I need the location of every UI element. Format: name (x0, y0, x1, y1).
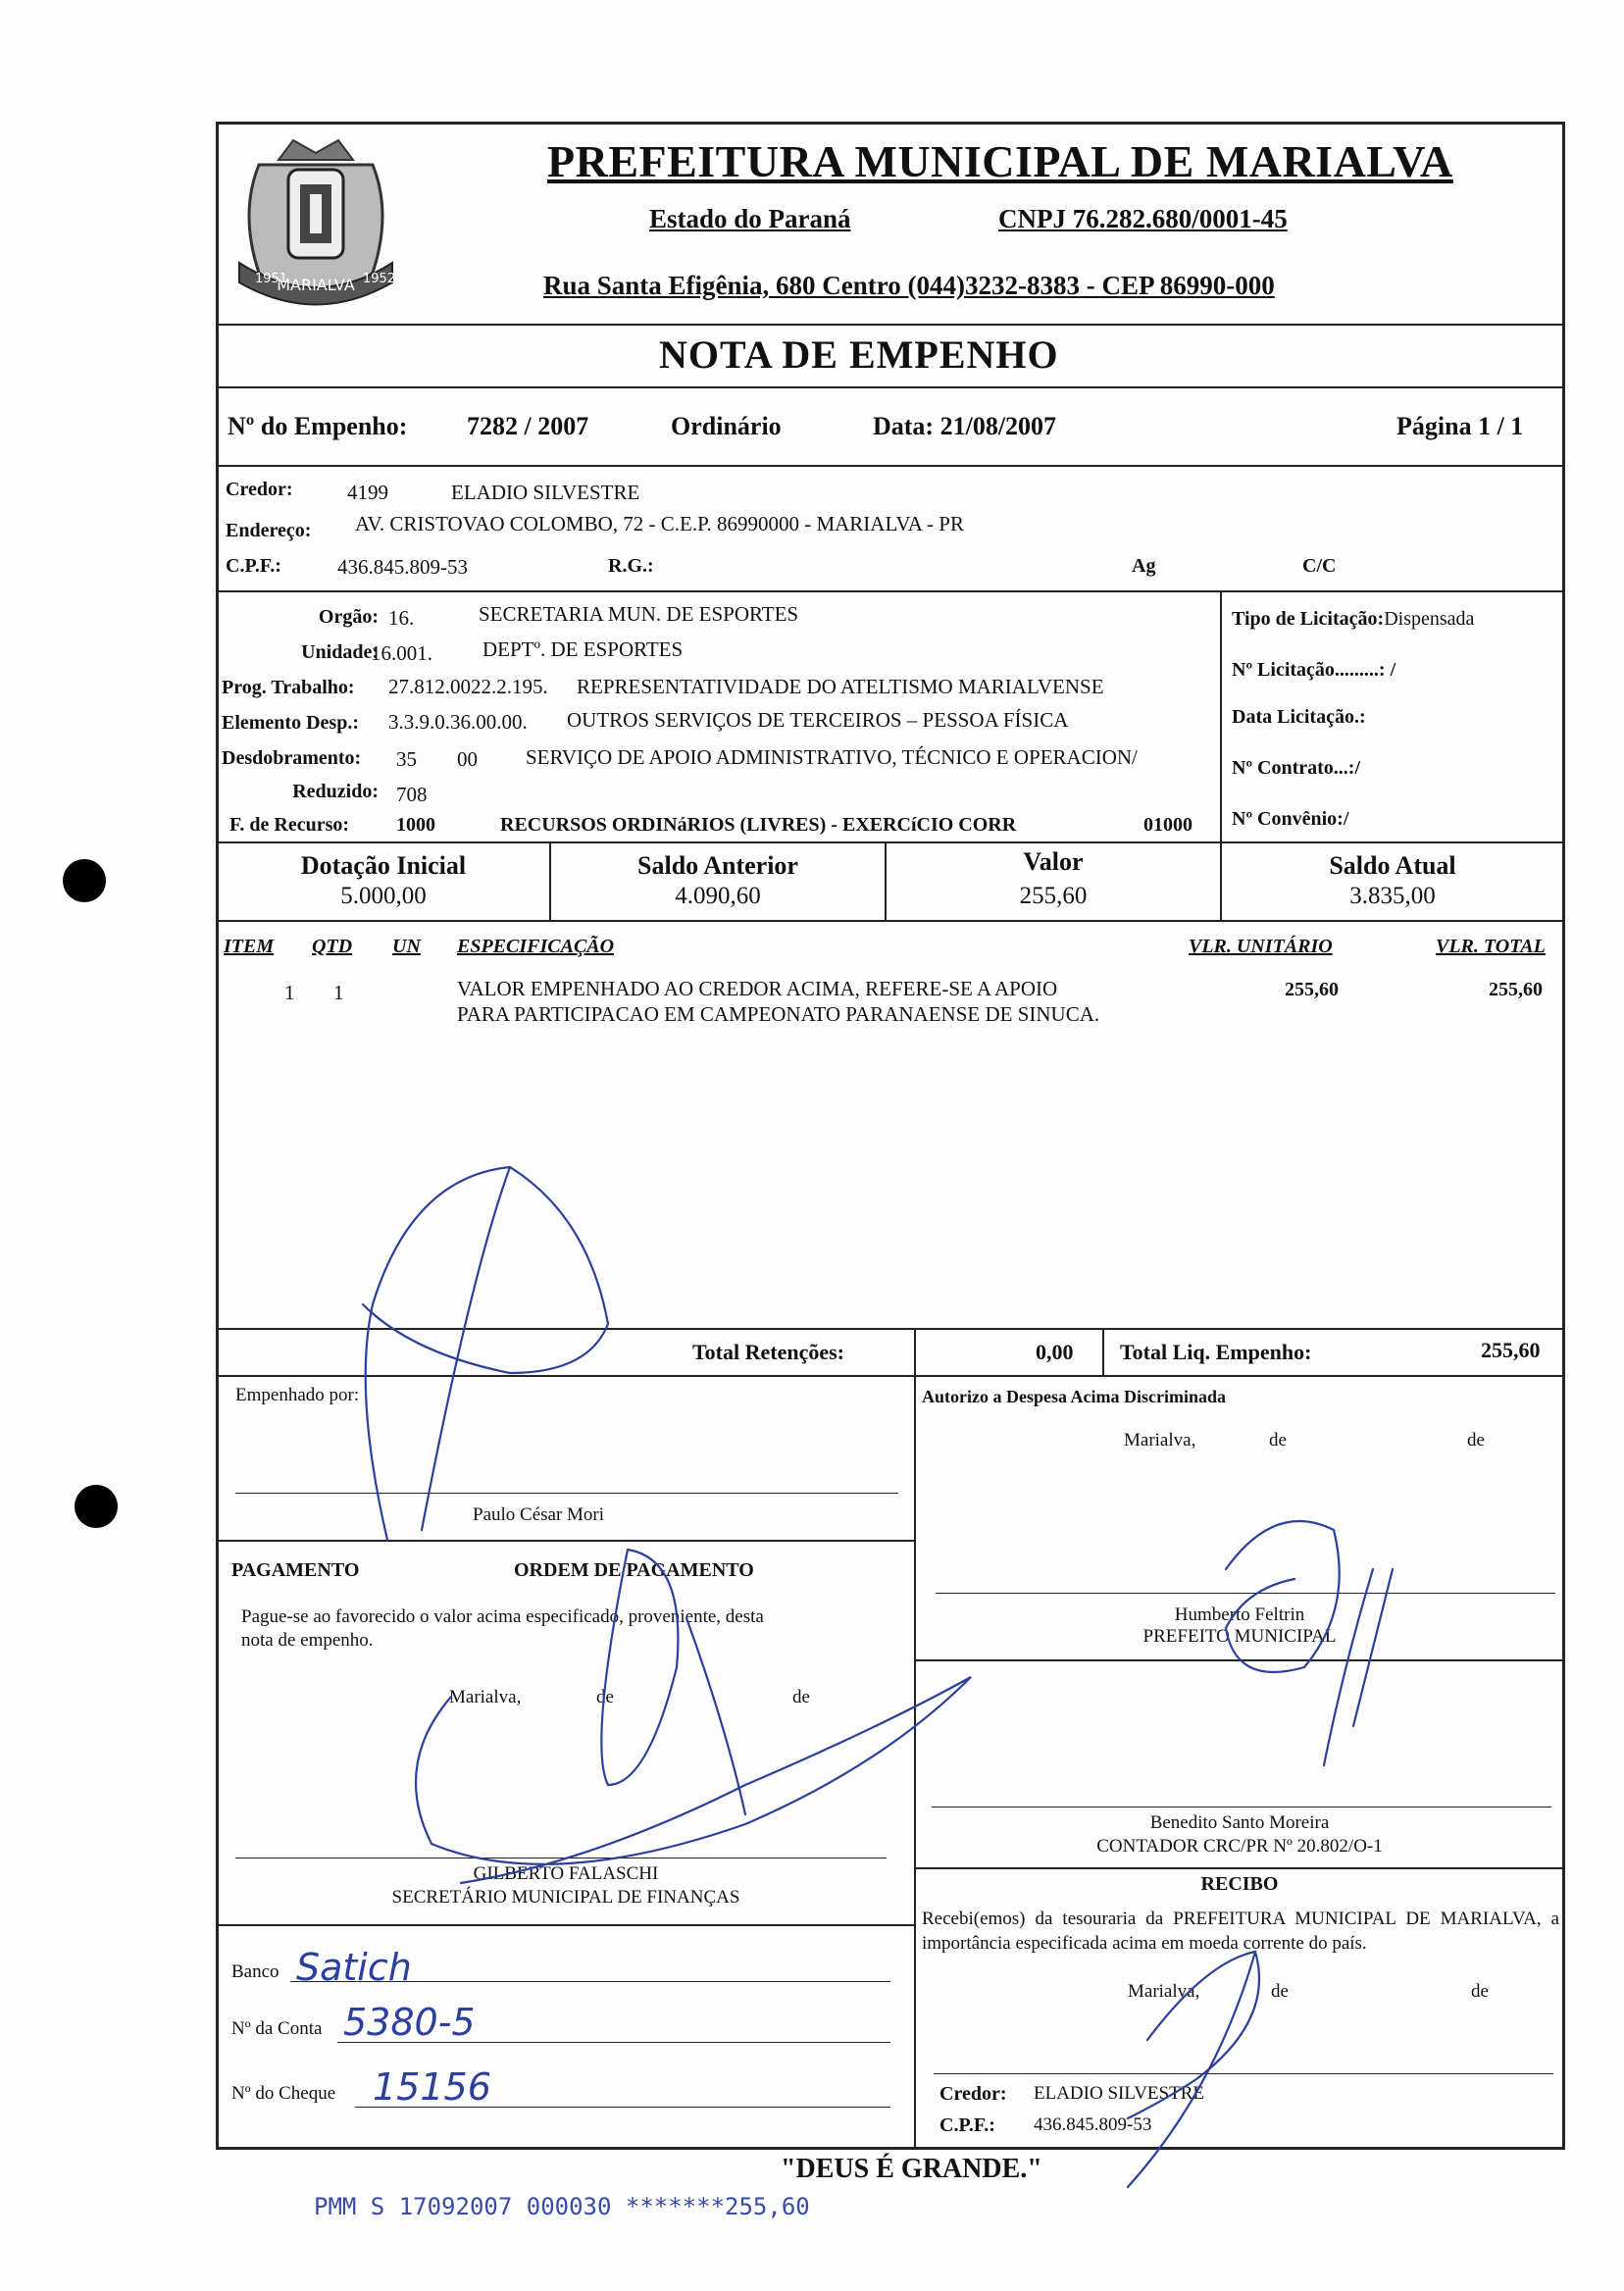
item-total-value: 255,60 (1489, 979, 1543, 1000)
desdobramento-code: 35 (396, 747, 417, 771)
fonte-recurso-desc: RECURSOS ORDINáRIOS (LIVRES) - EXERCíCIO CORR (500, 814, 1017, 836)
secretary-title: SECRETÁRIO MUNICIPAL DE FINANÇAS (391, 1887, 740, 1908)
credor-label: Credor: (226, 479, 293, 500)
desdobramento-label: Desdobramento: (222, 747, 362, 769)
orgao-desc: SECRETARIA MUN. DE ESPORTES (479, 602, 799, 626)
unidade-label: Unidade: (301, 641, 379, 663)
empenho-number-label: Nº do Empenho: (228, 412, 408, 440)
total-liq-label: Total Liq. Empenho: (1120, 1340, 1312, 1364)
col-un: UN (392, 936, 421, 957)
footer-stamp: PMM S 17092007 000030 *******255,60 (314, 2193, 810, 2220)
item-unit-value: 255,60 (1285, 979, 1339, 1000)
pagamento-text-line2: nota de empenho. (241, 1630, 374, 1651)
recibo-city: Marialva, (1128, 1981, 1200, 2002)
item-number: 1 (284, 981, 295, 1004)
endereco-label: Endereço: (226, 520, 312, 541)
secretary-name: GILBERTO FALASCHI (473, 1863, 659, 1884)
prog-trabalho-desc: REPRESENTATIVIDADE DO ATELTISMO MARIALVENSE (577, 675, 1104, 698)
recibo-de-2: de (1471, 1981, 1489, 2002)
elemento-code: 3.3.9.0.36.00.00. (388, 710, 528, 734)
total-retencoes-value: 0,00 (1036, 1340, 1074, 1364)
col-item: ITEM (224, 936, 275, 957)
empenho-type: Ordinário (671, 412, 782, 440)
ordem-pagamento-label: ORDEM DE PAGAMENTO (514, 1559, 754, 1581)
accountant-title: CONTADOR CRC/PR Nº 20.802/O-1 (1096, 1836, 1383, 1857)
credor-code: 4199 (347, 481, 388, 504)
saldo-atual-label: Saldo Atual (1329, 851, 1456, 880)
empenho-date: Data: 21/08/2007 (873, 412, 1057, 440)
banco-label: Banco (231, 1961, 279, 1982)
recibo-credor-label: Credor: (939, 2083, 1007, 2105)
conta-value: 5380-5 (343, 2001, 476, 2044)
cc-label: C/C (1302, 555, 1337, 577)
num-convenio-label: Nº Convênio:/ (1232, 808, 1349, 830)
recibo-text: Recebi(emos) da tesouraria da PREFEITURA MUNICIPAL DE MARIALVA, a importância especificada acima em moeda corrente do país. (922, 1909, 1559, 1954)
unidade-desc: DEPTº. DE ESPORTES (482, 637, 684, 661)
reduzido-code: 708 (396, 783, 428, 806)
conta-label: Nº da Conta (231, 2018, 323, 2039)
mayor-name: Humberto Feltrin (1174, 1604, 1305, 1625)
recibo-cpf-value: 436.845.809-53 (1034, 2114, 1152, 2135)
saldo-atual-value: 3.835,00 (1349, 883, 1436, 909)
item-desc-line2: PARA PARTICIPACAO EM CAMPEONATO PARANAENSE DE SINUCA. (457, 1002, 1100, 1026)
page-title: PREFEITURA MUNICIPAL DE MARIALVA (547, 136, 1453, 186)
saldo-anterior-label: Saldo Anterior (637, 851, 798, 880)
footer-motto: "DEUS É GRANDE." (781, 2154, 1042, 2184)
item-desc-line1: VALOR EMPENHADO AO CREDOR ACIMA, REFERE-SE A APOIO (457, 977, 1058, 1000)
page-indicator: Página 1 / 1 (1396, 412, 1524, 440)
total-retencoes-label: Total Retenções: (692, 1340, 844, 1364)
autorizo-de-2: de (1467, 1430, 1485, 1451)
fonte-recurso-ref: 01000 (1143, 814, 1193, 836)
accountant-name: Benedito Santo Moreira (1149, 1812, 1330, 1833)
desdobramento-desc: SERVIÇO DE APOIO ADMINISTRATIVO, TÉCNICO E OPERACION/ (526, 745, 1138, 769)
orgao-code: 16. (388, 606, 415, 630)
elemento-desc: OUTROS SERVIÇOS DE TERCEIROS – PESSOA FÍSICA (567, 708, 1069, 732)
document-type-title: NOTA DE EMPENHO (659, 332, 1059, 377)
empenhado-por-label: Empenhado por: (235, 1385, 360, 1405)
prog-trabalho-label: Prog. Trabalho: (222, 677, 355, 698)
credor-name: ELADIO SILVESTRE (451, 481, 640, 504)
svg-text:1952: 1952 (363, 272, 396, 286)
col-vlr-total: VLR. TOTAL (1436, 936, 1546, 957)
pagamento-city: Marialva, (449, 1687, 522, 1707)
autorizo-de-1: de (1269, 1430, 1287, 1451)
mayor-title: PREFEITO MUNICIPAL (1142, 1626, 1337, 1647)
credor-cpf: 436.845.809-53 (337, 555, 468, 579)
saldo-anterior-value: 4.090,60 (675, 883, 761, 909)
svg-text:MARIALVA: MARIALVA (277, 276, 355, 294)
svg-text:1951: 1951 (255, 272, 288, 286)
recibo-credor-name: ELADIO SILVESTRE (1034, 2083, 1204, 2104)
pagamento-de-1: de (596, 1687, 614, 1707)
col-qtd: QTD (312, 936, 353, 957)
num-licitacao-label: Nº Licitação.........: / (1232, 659, 1396, 681)
total-liq-value: 255,60 (1481, 1338, 1541, 1362)
reduzido-label: Reduzido: (292, 781, 379, 802)
fonte-recurso-label: F. de Recurso: (229, 814, 350, 836)
pagamento-text-line1: Pague-se ao favorecido o valor acima especificado, proveniente, desta (241, 1606, 764, 1627)
elemento-label: Elemento Desp.: (222, 712, 359, 734)
data-licitacao-label: Data Licitação.: (1232, 706, 1366, 728)
tipo-licitacao-label: Tipo de Licitação:Dispensada (1232, 608, 1475, 630)
cheque-value: 15156 (373, 2065, 491, 2109)
state-label: Estado do Paraná (649, 204, 851, 233)
col-vlr-unitario: VLR. UNITÁRIO (1189, 936, 1333, 957)
pagamento-de-2: de (792, 1687, 810, 1707)
recibo-label: RECIBO (1200, 1873, 1279, 1895)
credor-address: AV. CRISTOVAO COLOMBO, 72 - C.E.P. 86990000 - MARIALVA - PR (355, 512, 964, 535)
autorizo-city: Marialva, (1124, 1430, 1196, 1451)
recibo-de-1: de (1271, 1981, 1289, 2002)
empenhado-por-name: Paulo César Mori (473, 1504, 605, 1525)
orgao-label: Orgão: (318, 606, 379, 628)
desdobramento-sub: 00 (457, 747, 478, 771)
cheque-label: Nº do Cheque (231, 2083, 336, 2104)
dotacao-inicial-value: 5.000,00 (340, 883, 427, 909)
autorizo-label: Autorizo a Despesa Acima Discriminada (922, 1387, 1226, 1406)
col-especificacao: ESPECIFICAÇÃO (457, 936, 615, 957)
num-contrato-label: Nº Contrato...:/ (1232, 757, 1361, 779)
recibo-cpf-label: C.P.F.: (939, 2114, 995, 2136)
fonte-recurso-code: 1000 (396, 814, 435, 836)
prog-trabalho-code: 27.812.0022.2.195. (388, 675, 548, 698)
pagamento-label: PAGAMENTO (231, 1559, 360, 1581)
cnpj-label: CNPJ 76.282.680/0001-45 (998, 204, 1288, 233)
cpf-label: C.P.F.: (226, 555, 281, 577)
ag-label: Ag (1132, 555, 1156, 577)
valor-value: 255,60 (1019, 883, 1088, 909)
address-label: Rua Santa Efigênia, 680 Centro (044)3232-8383 - CEP 86990-000 (543, 271, 1275, 300)
dotacao-inicial-label: Dotação Inicial (300, 851, 467, 880)
unidade-code: 16.001. (371, 641, 432, 665)
valor-label: Valor (1023, 847, 1084, 876)
item-qty: 1 (333, 981, 344, 1004)
rg-label: R.G.: (608, 555, 654, 577)
empenho-number: 7282 / 2007 (467, 412, 589, 440)
banco-value: Satich (296, 1946, 412, 1989)
